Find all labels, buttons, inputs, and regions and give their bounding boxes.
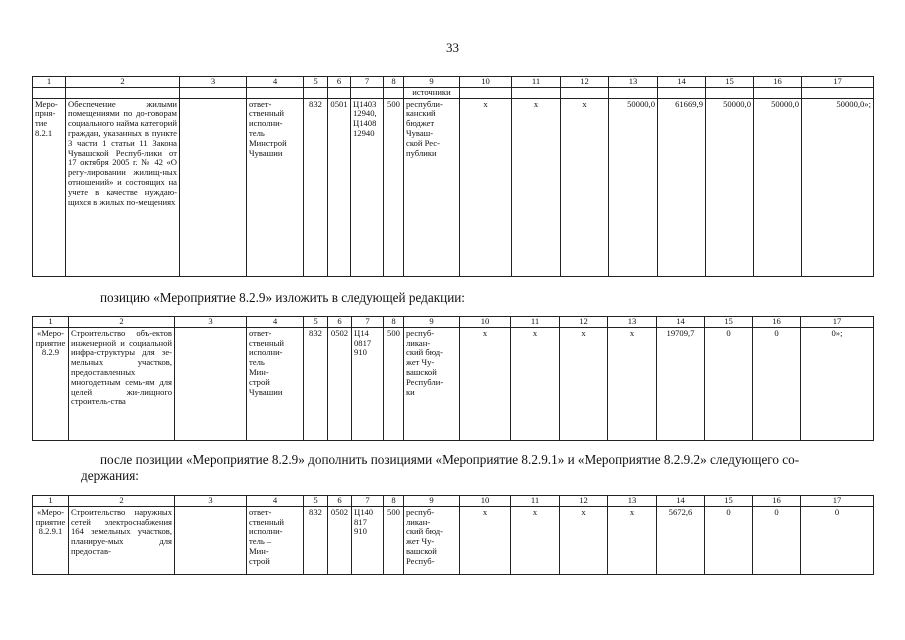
table-cell-col-4: ответ- ственный исполни- тель Минстрой Чувашии xyxy=(247,98,304,276)
table-cell-col-5: 832 xyxy=(304,327,328,440)
table-cell-col-12: x xyxy=(560,327,608,440)
column-number-cell: 17 xyxy=(802,77,874,88)
column-number-cell: 16 xyxy=(753,317,801,328)
column-number-cell: 16 xyxy=(753,496,801,507)
column-number-cell: 6 xyxy=(328,496,352,507)
table-cell-col-1: «Меро- приятие 8.2.9.1 xyxy=(33,506,69,574)
table-cell-col-16: 0 xyxy=(753,506,801,574)
table-cell-col-12: x xyxy=(560,506,608,574)
table-cell-col-3 xyxy=(180,98,247,276)
column-number-cell: 4 xyxy=(247,317,304,328)
column-number-cell: 4 xyxy=(247,496,304,507)
column-number-cell: 13 xyxy=(608,317,657,328)
continuation-row xyxy=(33,87,874,98)
table-cell-col-11: x xyxy=(511,506,560,574)
paragraph-line: держания: xyxy=(81,468,139,483)
program-table-3 xyxy=(32,495,874,575)
column-number-cell: 7 xyxy=(352,496,384,507)
column-number-cell: 2 xyxy=(69,496,175,507)
column-number-cell: 7 xyxy=(351,77,384,88)
column-number-cell: 11 xyxy=(511,317,560,328)
table-cell-col-10: x xyxy=(460,327,511,440)
table-row xyxy=(33,506,874,574)
table-cell-col-14: 61669,9 xyxy=(658,98,706,276)
table-row xyxy=(33,327,874,440)
column-number-cell: 17 xyxy=(801,317,874,328)
table-cell-col-17: 50000,0»; xyxy=(802,98,874,276)
table-row xyxy=(33,98,874,276)
table-cell-col-3 xyxy=(175,327,247,440)
column-number-cell: 9 xyxy=(404,77,460,88)
table-cell-col-2: Строительство наружных сетей электроснабжения 164 земельных участков, планируе-мых для предостав- xyxy=(69,506,175,574)
table-cell-col-8: 500 xyxy=(384,98,404,276)
column-number-row xyxy=(33,496,874,507)
table-cell-col-15: 0 xyxy=(705,327,753,440)
column-number-cell: 14 xyxy=(657,317,705,328)
table-cell-col-9: республи- канский бюджет Чуваш- ской Рес- публики xyxy=(404,98,460,276)
column-number-cell: 6 xyxy=(328,77,351,88)
table-cell-col-16: 50000,0 xyxy=(754,98,802,276)
program-table-2 xyxy=(32,316,874,441)
column-number-cell: 5 xyxy=(304,77,328,88)
funding-source-cell: источники xyxy=(404,87,460,98)
column-number-row xyxy=(33,317,874,328)
table-cell-col-13: 50000,0 xyxy=(609,98,658,276)
column-number-cell: 14 xyxy=(658,77,706,88)
column-number-cell: 8 xyxy=(384,496,404,507)
table-cell-col-3 xyxy=(175,506,247,574)
column-number-cell: 4 xyxy=(247,77,304,88)
table-cell-col-11: x xyxy=(511,327,560,440)
table-cell-col-4: ответ- ственный исполни- тель – Мин- строй xyxy=(247,506,304,574)
table-cell-col-5: 832 xyxy=(304,506,328,574)
column-number-cell: 5 xyxy=(304,317,328,328)
column-number-cell: 9 xyxy=(404,317,460,328)
column-number-cell: 17 xyxy=(801,496,874,507)
column-number-cell: 2 xyxy=(69,317,175,328)
table-cell-col-15: 50000,0 xyxy=(706,98,754,276)
table-cell-col-4: ответ- ственный исполни- тель Мин- строй Чувашии xyxy=(247,327,304,440)
column-number-cell: 3 xyxy=(175,317,247,328)
paragraph-line: после позиции «Мероприятие 8.2.9» дополнить позициями «Мероприятие 8.2.9.1» и «Мероприятие 8.2.9.2» следующего со- xyxy=(100,452,800,467)
paragraph-instruction-1: позицию «Мероприятие 8.2.9» изложить в следующей редакции: xyxy=(100,290,465,305)
column-number-cell: 11 xyxy=(511,496,560,507)
table-cell-col-1: Меро- прня- тие 8.2.1 xyxy=(33,98,66,276)
column-number-cell: 7 xyxy=(352,317,384,328)
table-cell-col-8: 500 xyxy=(384,506,404,574)
column-number-cell: 1 xyxy=(33,496,69,507)
table-cell-col-15: 0 xyxy=(705,506,753,574)
column-number-cell: 12 xyxy=(561,77,609,88)
table-cell-col-7: Ц14 0817 910 xyxy=(352,327,384,440)
table-cell-col-14: 5672,6 xyxy=(657,506,705,574)
table-cell-col-17: 0 xyxy=(801,506,874,574)
column-number-cell: 13 xyxy=(608,496,657,507)
table-cell-col-11: x xyxy=(512,98,561,276)
paragraph-instruction-2 xyxy=(81,452,800,484)
table-cell-col-6: 0502 xyxy=(328,506,352,574)
column-number-cell: 12 xyxy=(560,317,608,328)
column-number-cell: 1 xyxy=(33,317,69,328)
column-number-cell: 11 xyxy=(512,77,561,88)
table-cell-col-9: респуб- ликан- ский бюд- жет Чу- вашской Респуб- xyxy=(404,506,460,574)
column-number-cell: 14 xyxy=(657,496,705,507)
table-cell-col-7: Ц1403 12940, Ц1408 12940 xyxy=(351,98,384,276)
table-cell-col-13: x xyxy=(608,506,657,574)
column-number-cell: 10 xyxy=(460,496,511,507)
column-number-cell: 3 xyxy=(180,77,247,88)
column-number-cell: 9 xyxy=(404,496,460,507)
table-cell-col-10: x xyxy=(460,98,512,276)
column-number-cell: 3 xyxy=(175,496,247,507)
table-cell-col-1: «Меро- приятие 8.2.9 xyxy=(33,327,69,440)
column-number-cell: 16 xyxy=(754,77,802,88)
column-number-cell: 15 xyxy=(705,317,753,328)
program-table-1 xyxy=(32,76,874,277)
table-cell-col-10: x xyxy=(460,506,511,574)
table-cell-col-8: 500 xyxy=(384,327,404,440)
column-number-row xyxy=(33,77,874,88)
table-cell-col-2: Обеспечение жилыми помещениями по до-говорам социального найма категорий граждан, указанных в пункте 3 части 1 статьи 11 Закона Чувашской Респуб-лики от 17 октября 2005 г. № 42 «О регу-лировании жилищ-ных отношений» и состоящих на учете в качестве нуждаю-щихся в жилых по-мещениях xyxy=(66,98,180,276)
column-number-cell: 6 xyxy=(328,317,352,328)
column-number-cell: 1 xyxy=(33,77,66,88)
table-cell-col-14: 19709,7 xyxy=(657,327,705,440)
column-number-cell: 10 xyxy=(460,317,511,328)
column-number-cell: 2 xyxy=(66,77,180,88)
column-number-cell: 5 xyxy=(304,496,328,507)
table-cell-col-6: 0501 xyxy=(328,98,351,276)
table-cell-col-5: 832 xyxy=(304,98,328,276)
column-number-cell: 8 xyxy=(384,77,404,88)
column-number-cell: 10 xyxy=(460,77,512,88)
column-number-cell: 15 xyxy=(706,77,754,88)
column-number-cell: 15 xyxy=(705,496,753,507)
table-cell-col-7: Ц140 817 910 xyxy=(352,506,384,574)
column-number-cell: 12 xyxy=(560,496,608,507)
column-number-cell: 8 xyxy=(384,317,404,328)
table-cell-col-2: Строительство объ-ектов инженерной и социальной инфра-структуры для зе-мельных участков, предоставленных многодетным семь-ям для целей жи-лищного строитель-ства xyxy=(69,327,175,440)
table-cell-col-17: 0»; xyxy=(801,327,874,440)
table-cell-col-13: x xyxy=(608,327,657,440)
table-cell-col-9: респуб- ликан- ский бюд- жет Чу- вашской Республи- ки xyxy=(404,327,460,440)
page-number: 33 xyxy=(446,40,459,55)
table-cell-col-12: x xyxy=(561,98,609,276)
column-number-cell: 13 xyxy=(609,77,658,88)
table-cell-col-16: 0 xyxy=(753,327,801,440)
table-cell-col-6: 0502 xyxy=(328,327,352,440)
